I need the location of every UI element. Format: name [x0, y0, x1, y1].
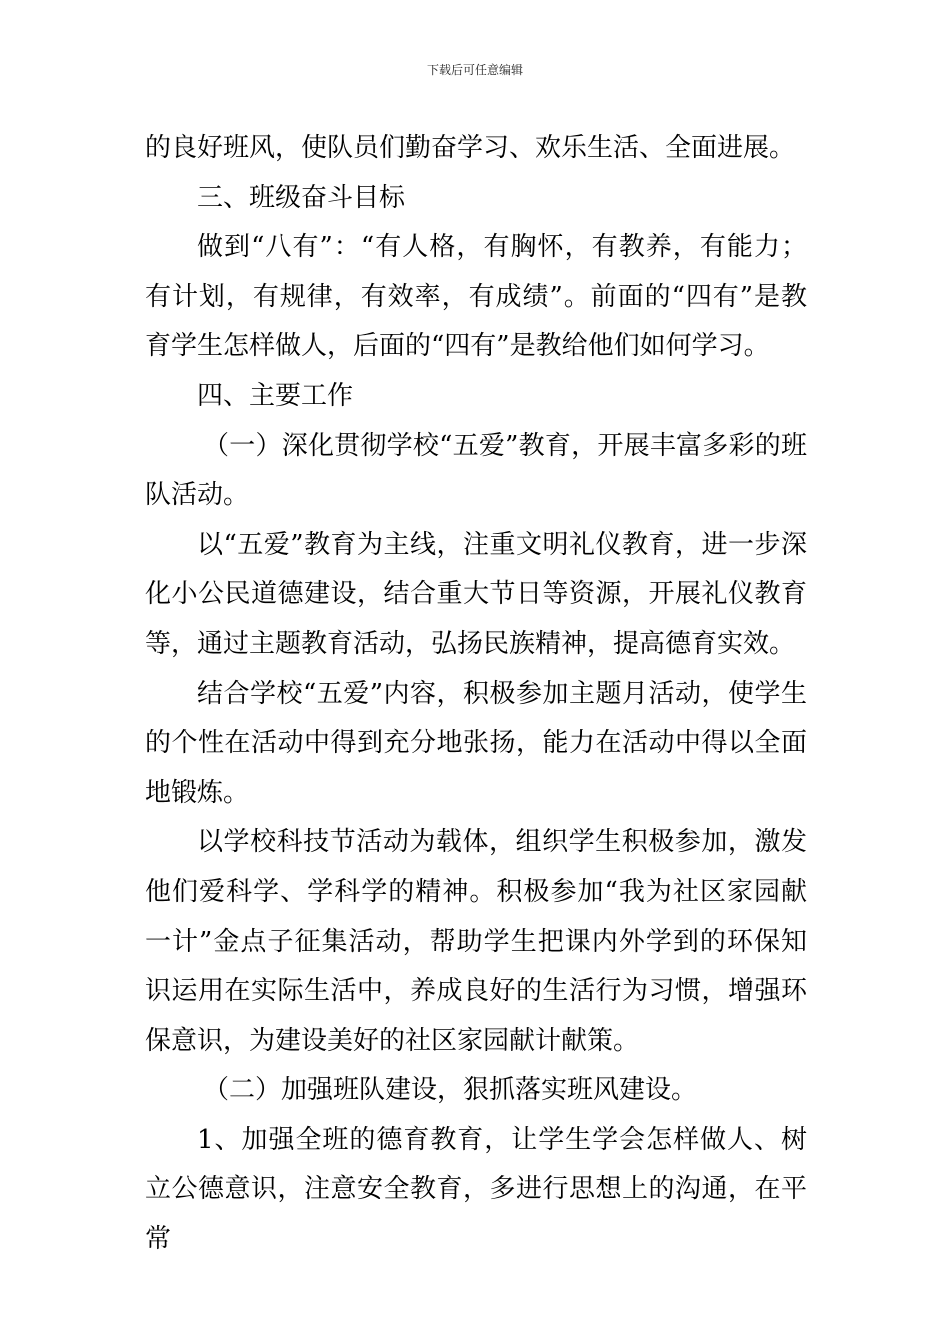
document-body — [145, 124, 807, 1265]
paragraph-science-festival: 以学校科技节活动为载体，组织学生积极参加，激发他们爱科学、学科学的精神。积极参加“我为社区家园献一计”金点子征集活动，帮助学生把课内外学到的环保知识运用在实际生活中，养成良好的生活行为习惯，增强环保意识，为建设美好的社区家园献计献策。 — [145, 827, 807, 1056]
paragraph-etiquette: 以“五爱”教育为主线，注重文明礼仪教育，进一步深化小公民道德建设，结合重大节日等资源，开展礼仪教育等，通过主题教育活动，弘扬民族精神，提高德育实效。 — [145, 529, 807, 659]
subsection-heading-2: （二）加强班队建设，狠抓落实班风建设。 — [203, 1075, 698, 1106]
section-heading-goals: 三、班级奋斗目标 — [197, 182, 406, 213]
page-header: 下载后可任意编辑 — [426, 63, 523, 77]
paragraph-theme-month: 结合学校“五爱”内容，积极参加主题月活动，使学生的个性在活动中得到充分地张扬，能力在活动中得以全面地锻炼。 — [145, 678, 807, 808]
paragraph-continuation: 的良好班风，使队员们勤奋学习、欢乐生活、全面进展。 — [145, 133, 796, 163]
paragraph-moral-education: 1、加强全班的德育教育，让学生学会怎样做人、树立公德意识，注意安全教育，多进行思想上的沟通，在平常 — [145, 1124, 807, 1255]
section-heading-main-work: 四、主要工作 — [197, 380, 354, 411]
subsection-heading-1: （一）深化贯彻学校“五爱”教育，开展丰富多彩的班队活动。 — [145, 430, 807, 511]
paragraph-eight-haves: 做到“八有”：“有人格，有胸怀，有教养，有能力；有计划，有规律，有效率，有成绩”。前面的“四有”是教育学生怎样做人，后面的“四有”是教给他们如何学习。 — [145, 232, 807, 362]
